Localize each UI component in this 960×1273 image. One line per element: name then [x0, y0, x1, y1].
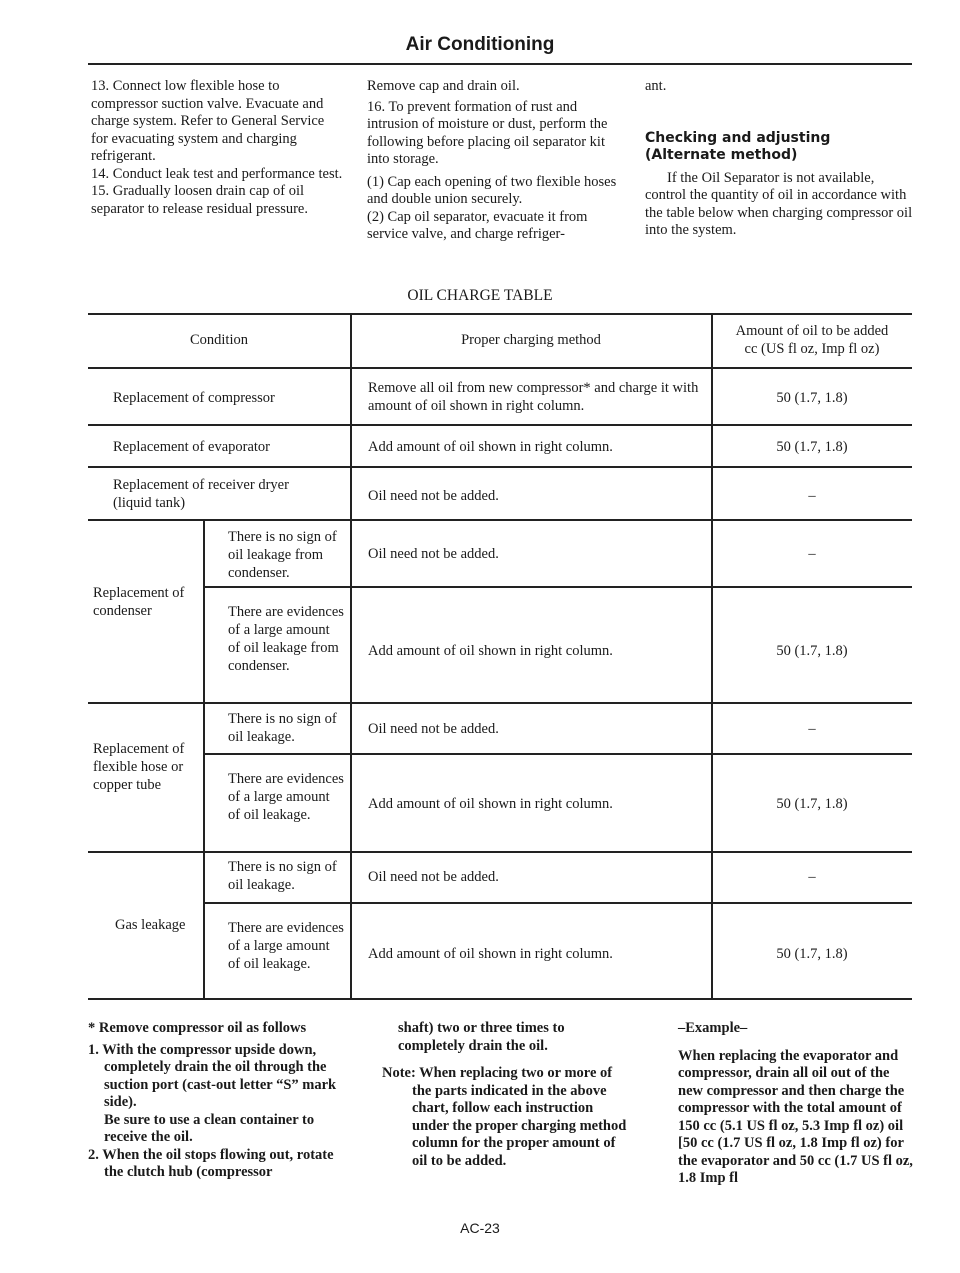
table-header-rule — [88, 367, 912, 369]
drain-oil-text: Remove cap and drain oil. — [367, 78, 520, 94]
row6-sub: There is no sign of oil leakage. — [228, 711, 337, 745]
row2-condition: Replacement of evaporator — [113, 439, 271, 455]
group-gas-leakage: Gas leakage — [115, 917, 186, 933]
row-rule — [203, 753, 912, 755]
row7-method: Add amount of oil shown in right column. — [368, 796, 613, 812]
row-rule — [88, 519, 912, 521]
row4-amount: – — [808, 546, 816, 562]
step-15-text: 15. Gradually loosen drain cap of oil separator to release residual pressure. — [91, 183, 308, 217]
row8-amount: – — [808, 869, 816, 885]
table-bottom-rule — [88, 998, 912, 1000]
row4-method: Oil need not be added. — [368, 546, 499, 562]
row2-amount: 50 (1.7, 1.8) — [776, 439, 848, 455]
row7-amount: 50 (1.7, 1.8) — [776, 796, 848, 812]
row5-amount: 50 (1.7, 1.8) — [776, 643, 848, 659]
row1-condition: Replacement of compressor — [113, 390, 275, 406]
step-16-1-text: (1) Cap each opening of two flexible hoses and double union securely. — [367, 173, 617, 207]
row6-amount: – — [808, 721, 816, 737]
alternate-method-body: If the Oil Separator is not available, control the quantity of oil in accordance with the table below when charging compressor oil into the system. — [645, 169, 913, 238]
row6-method: Oil need not be added. — [368, 721, 499, 737]
header-amount-line1: Amount of oil to be added — [735, 323, 889, 339]
group-condenser: Replacement of condenser — [93, 585, 185, 619]
step-16-text: 16. To prevent formation of rust and intrusion of moisture or dust, perform the following before placing oil separator kit into storage. — [367, 98, 608, 167]
row-rule — [203, 586, 912, 588]
notes-column-3 — [678, 1020, 914, 1188]
group-flexible-hose: Replacement of flexible hose or copper tube — [93, 741, 185, 793]
column-divider — [350, 313, 352, 999]
header-method: Proper charging method — [461, 332, 601, 348]
drain-continued-text: shaft) two or three times to completely drain the oil. — [398, 1020, 565, 1054]
table-title: OIL CHARGE TABLE — [407, 287, 553, 304]
continued-text: ant. — [645, 78, 667, 94]
page-header-title: Air Conditioning — [405, 34, 555, 55]
row-rule — [88, 424, 912, 426]
row3-method: Oil need not be added. — [368, 488, 499, 504]
step-13-text: 13. Connect low flexible hose to compressor suction valve. Evacuate and charge system. Refer to General Service for evacuating system and charging refrigerant. — [91, 78, 325, 164]
remove-oil-heading: * Remove compressor oil as follows — [88, 1020, 307, 1036]
intro-column-2 — [367, 78, 629, 244]
row9-method: Add amount of oil shown in right column. — [368, 946, 613, 962]
page-number: AC-23 — [460, 1220, 500, 1236]
step-16-2-text: (2) Cap oil separator, evacuate it from service valve, and charge refriger- — [367, 208, 588, 242]
row9-sub: There are evidences of a large amount of oil leakage. — [228, 920, 344, 972]
row-rule — [88, 851, 912, 853]
row5-sub: There are evidences of a large amount of oil leakage from condenser. — [228, 604, 344, 674]
notes-column-2 — [382, 1020, 632, 1170]
remove-oil-step-1: 1. With the compressor upside down, completely drain the oil through the suction port (cast-out letter “S” mark side). — [88, 1041, 337, 1110]
header-amount-line2: cc (US fl oz, Imp fl oz) — [744, 341, 880, 357]
remove-oil-step-2: 2. When the oil stops flowing out, rotate the clutch hub (compressor — [88, 1146, 334, 1180]
row9-amount: 50 (1.7, 1.8) — [776, 946, 848, 962]
table-top-rule — [88, 313, 912, 315]
row7-sub: There are evidences of a large amount of oil leakage. — [228, 771, 344, 823]
row1-method: Remove all oil from new compressor* and charge it with amount of oil shown in right column. — [368, 380, 699, 414]
step-14-text: 14. Conduct leak test and performance test. — [91, 165, 343, 182]
alternate-method-heading: Checking and adjusting (Alternate method) — [645, 129, 831, 163]
header-amount — [712, 322, 912, 358]
intro-column-1 — [91, 78, 343, 218]
remove-oil-step-1b: Be sure to use a clean container to receive the oil. — [104, 1111, 315, 1145]
row8-method: Oil need not be added. — [368, 869, 499, 885]
row1-amount: 50 (1.7, 1.8) — [776, 390, 848, 406]
row4-sub: There is no sign of oil leakage from condenser. — [228, 529, 337, 581]
example-heading: –Example– — [678, 1020, 748, 1036]
row8-sub: There is no sign of oil leakage. — [228, 859, 337, 893]
example-body: When replacing the evaporator and compressor, drain all oil out of the new compressor and then charge the compressor with the total amount of 150 cc (5.1 US fl oz, 5.3 Imp fl oz) oil [50 cc (1.7 US fl oz, 1.8 Imp fl oz) for the evaporator and 50 cc (1.7 US fl oz, 1.8 Imp fl — [678, 1047, 913, 1186]
row5-method: Add amount of oil shown in right column. — [368, 643, 613, 659]
header-condition: Condition — [189, 332, 248, 348]
row-rule — [88, 466, 912, 468]
row3-condition: Replacement of receiver dryer (liquid tank) — [113, 477, 289, 511]
note-text: Note: When replacing two or more of the parts indicated in the above chart, follow each instruction under the proper charging method column for the proper amount of oil to be added. — [382, 1065, 627, 1169]
row-rule — [203, 902, 912, 904]
intro-column-3 — [645, 78, 913, 240]
row3-amount: – — [808, 488, 816, 504]
row2-method: Add amount of oil shown in right column. — [368, 439, 613, 455]
header-rule — [88, 63, 912, 65]
notes-column-1 — [88, 1020, 343, 1182]
row-rule — [88, 702, 912, 704]
